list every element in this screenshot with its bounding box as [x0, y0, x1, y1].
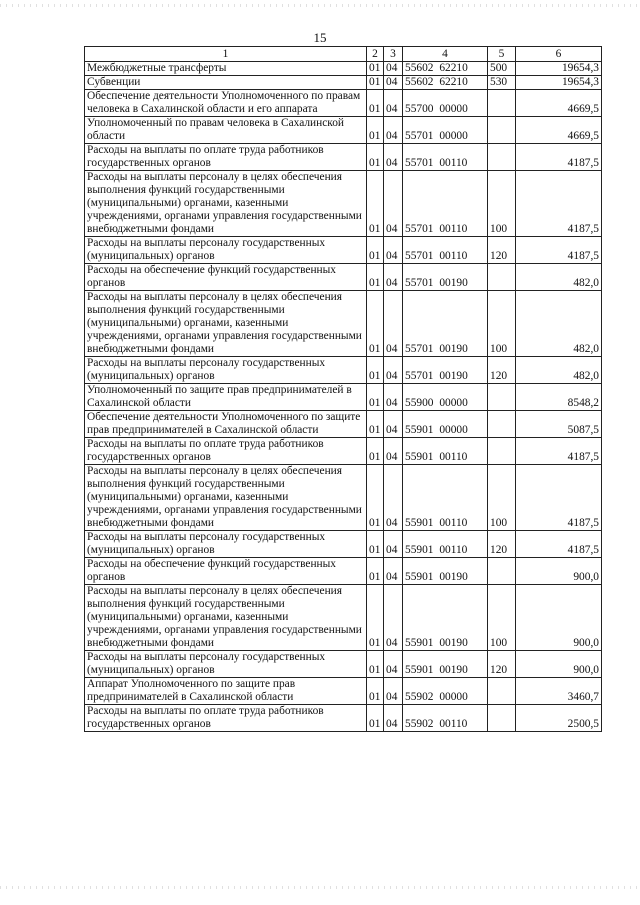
subsection-code-cell: 04: [384, 264, 403, 291]
row-name-cell: Расходы на выплаты персоналу государственных (муниципальных) органов: [85, 651, 367, 678]
section-code-cell: 01: [367, 144, 384, 171]
row-name-cell: Обеспечение деятельности Уполномоченного по защите прав предпринимателей в Сахалинской области: [85, 411, 367, 438]
subsection-code-cell: 04: [384, 651, 403, 678]
row-name-cell: Расходы на обеспечение функций государственных органов: [85, 264, 367, 291]
scan-artifact-bottom: [0, 886, 640, 889]
expense-type-cell: [488, 264, 516, 291]
section-code-cell: 01: [367, 264, 384, 291]
amount-cell: 3460,7: [516, 678, 602, 705]
amount-cell: 4669,5: [516, 90, 602, 117]
expense-type-cell: [488, 705, 516, 732]
row-name-cell: Межбюджетные трансферты: [85, 62, 367, 76]
table-header-row: [85, 47, 602, 62]
amount-cell: 482,0: [516, 357, 602, 384]
table-row: [85, 144, 602, 171]
amount-cell: 482,0: [516, 291, 602, 357]
amount-cell: 4187,5: [516, 144, 602, 171]
amount-cell: 19654,3: [516, 62, 602, 76]
subsection-code-cell: 04: [384, 558, 403, 585]
table-row: [85, 264, 602, 291]
subsection-code-cell: 04: [384, 705, 403, 732]
section-code-cell: 01: [367, 384, 384, 411]
target-article-cell: 55701 00110: [403, 144, 488, 171]
section-code-cell: 01: [367, 558, 384, 585]
table-row: [85, 62, 602, 76]
amount-cell: 4187,5: [516, 171, 602, 237]
subsection-code-cell: 04: [384, 384, 403, 411]
row-name-cell: Расходы на выплаты персоналу в целях обеспечения выполнения функций государственными (муниципальными) органами, казенными учреждениями, органами управления государственными внебюджетными фондами: [85, 291, 367, 357]
expense-type-cell: [488, 117, 516, 144]
page-number: 15: [313, 30, 327, 45]
target-article-cell: 55901 00110: [403, 531, 488, 558]
expense-type-cell: [488, 438, 516, 465]
amount-cell: 19654,3: [516, 76, 602, 90]
subsection-code-cell: 04: [384, 117, 403, 144]
row-name-cell: Расходы на выплаты по оплате труда работников государственных органов: [85, 705, 367, 732]
row-name-cell: Аппарат Уполномоченного по защите прав предпринимателей в Сахалинской области: [85, 678, 367, 705]
section-code-cell: 01: [367, 90, 384, 117]
amount-cell: 900,0: [516, 585, 602, 651]
table-row: [85, 705, 602, 732]
row-name-cell: Расходы на выплаты персоналу в целях обеспечения выполнения функций государственными (муниципальными) органами, казенными учреждениями, органами управления государственными внебюджетными фондами: [85, 465, 367, 531]
expense-type-cell: 530: [488, 76, 516, 90]
subsection-code-cell: 04: [384, 90, 403, 117]
expense-type-cell: 120: [488, 357, 516, 384]
expense-type-cell: 100: [488, 171, 516, 237]
section-code-cell: 01: [367, 705, 384, 732]
table-row: [85, 171, 602, 237]
subsection-code-cell: 04: [384, 357, 403, 384]
expense-type-cell: 100: [488, 465, 516, 531]
amount-cell: 4187,5: [516, 531, 602, 558]
table-row: [85, 90, 602, 117]
subsection-code-cell: 04: [384, 144, 403, 171]
subsection-code-cell: 04: [384, 411, 403, 438]
subsection-code-cell: 04: [384, 438, 403, 465]
table-row: [85, 465, 602, 531]
amount-cell: 8548,2: [516, 384, 602, 411]
expense-type-cell: [488, 90, 516, 117]
table-row: [85, 651, 602, 678]
subsection-code-cell: 04: [384, 678, 403, 705]
expense-type-cell: 120: [488, 237, 516, 264]
row-name-cell: Субвенции: [85, 76, 367, 90]
column-header-2: 2: [367, 47, 384, 62]
budget-table: [84, 46, 602, 732]
target-article-cell: 55901 00110: [403, 465, 488, 531]
subsection-code-cell: 04: [384, 531, 403, 558]
amount-cell: 5087,5: [516, 411, 602, 438]
section-code-cell: 01: [367, 76, 384, 90]
section-code-cell: 01: [367, 62, 384, 76]
target-article-cell: 55701 00190: [403, 264, 488, 291]
column-header-3: 3: [384, 47, 403, 62]
amount-cell: 4187,5: [516, 237, 602, 264]
section-code-cell: 01: [367, 237, 384, 264]
table-row: [85, 237, 602, 264]
target-article-cell: 55901 00190: [403, 651, 488, 678]
column-header-5: 5: [488, 47, 516, 62]
section-code-cell: 01: [367, 678, 384, 705]
scan-artifact-top: [0, 4, 640, 7]
expense-type-cell: [488, 558, 516, 585]
column-header-6: 6: [516, 47, 602, 62]
section-code-cell: 01: [367, 465, 384, 531]
target-article-cell: 55602 62210: [403, 76, 488, 90]
section-code-cell: 01: [367, 651, 384, 678]
target-article-cell: 55900 00000: [403, 384, 488, 411]
expense-type-cell: 100: [488, 291, 516, 357]
expense-type-cell: 500: [488, 62, 516, 76]
table-row: [85, 438, 602, 465]
row-name-cell: Расходы на выплаты персоналу в целях обеспечения выполнения функций государственными (муниципальными) органами, казенными учреждениями, органами управления государственными внебюджетными фондами: [85, 171, 367, 237]
expense-type-cell: [488, 384, 516, 411]
target-article-cell: 55901 00190: [403, 558, 488, 585]
table-row: [85, 76, 602, 90]
target-article-cell: 55901 00110: [403, 438, 488, 465]
column-header-1: 1: [85, 47, 367, 62]
amount-cell: 2500,5: [516, 705, 602, 732]
subsection-code-cell: 04: [384, 76, 403, 90]
amount-cell: 4187,5: [516, 438, 602, 465]
row-name-cell: Расходы на выплаты персоналу государственных (муниципальных) органов: [85, 531, 367, 558]
row-name-cell: Уполномоченный по правам человека в Сахалинской области: [85, 117, 367, 144]
table-row: [85, 531, 602, 558]
subsection-code-cell: 04: [384, 585, 403, 651]
column-header-4: 4: [403, 47, 488, 62]
target-article-cell: 55701 00110: [403, 237, 488, 264]
subsection-code-cell: 04: [384, 62, 403, 76]
expense-type-cell: [488, 678, 516, 705]
target-article-cell: 55902 00110: [403, 705, 488, 732]
table-row: [85, 558, 602, 585]
expense-type-cell: 120: [488, 531, 516, 558]
subsection-code-cell: 04: [384, 171, 403, 237]
expense-type-cell: [488, 144, 516, 171]
target-article-cell: 55701 00110: [403, 171, 488, 237]
section-code-cell: 01: [367, 585, 384, 651]
row-name-cell: Уполномоченный по защите прав предпринимателей в Сахалинской области: [85, 384, 367, 411]
row-name-cell: Обеспечение деятельности Уполномоченного по правам человека в Сахалинской области и его аппарата: [85, 90, 367, 117]
target-article-cell: 55602 62210: [403, 62, 488, 76]
amount-cell: 482,0: [516, 264, 602, 291]
table-row: [85, 384, 602, 411]
expense-type-cell: 100: [488, 585, 516, 651]
amount-cell: 4669,5: [516, 117, 602, 144]
section-code-cell: 01: [367, 438, 384, 465]
row-name-cell: Расходы на выплаты по оплате труда работников государственных органов: [85, 438, 367, 465]
expense-type-cell: [488, 411, 516, 438]
row-name-cell: Расходы на выплаты персоналу государственных (муниципальных) органов: [85, 357, 367, 384]
target-article-cell: 55902 00000: [403, 678, 488, 705]
subsection-code-cell: 04: [384, 291, 403, 357]
row-name-cell: Расходы на выплаты персоналу в целях обеспечения выполнения функций государственными (муниципальными) органами, казенными учреждениями, органами управления государственными внебюджетными фондами: [85, 585, 367, 651]
target-article-cell: 55700 00000: [403, 90, 488, 117]
row-name-cell: Расходы на выплаты по оплате труда работников государственных органов: [85, 144, 367, 171]
expense-type-cell: 120: [488, 651, 516, 678]
amount-cell: 900,0: [516, 558, 602, 585]
table-row: [85, 357, 602, 384]
table-row: [85, 585, 602, 651]
row-name-cell: Расходы на обеспечение функций государственных органов: [85, 558, 367, 585]
section-code-cell: 01: [367, 171, 384, 237]
amount-cell: 4187,5: [516, 465, 602, 531]
table-row: [85, 411, 602, 438]
table-body: [85, 62, 602, 732]
subsection-code-cell: 04: [384, 237, 403, 264]
section-code-cell: 01: [367, 357, 384, 384]
amount-cell: 900,0: [516, 651, 602, 678]
section-code-cell: 01: [367, 117, 384, 144]
subsection-code-cell: 04: [384, 465, 403, 531]
row-name-cell: Расходы на выплаты персоналу государственных (муниципальных) органов: [85, 237, 367, 264]
target-article-cell: 55901 00000: [403, 411, 488, 438]
table-row: [85, 678, 602, 705]
target-article-cell: 55701 00190: [403, 291, 488, 357]
target-article-cell: 55701 00000: [403, 117, 488, 144]
table-row: [85, 291, 602, 357]
section-code-cell: 01: [367, 291, 384, 357]
section-code-cell: 01: [367, 531, 384, 558]
table-row: [85, 117, 602, 144]
target-article-cell: 55901 00190: [403, 585, 488, 651]
section-code-cell: 01: [367, 411, 384, 438]
target-article-cell: 55701 00190: [403, 357, 488, 384]
